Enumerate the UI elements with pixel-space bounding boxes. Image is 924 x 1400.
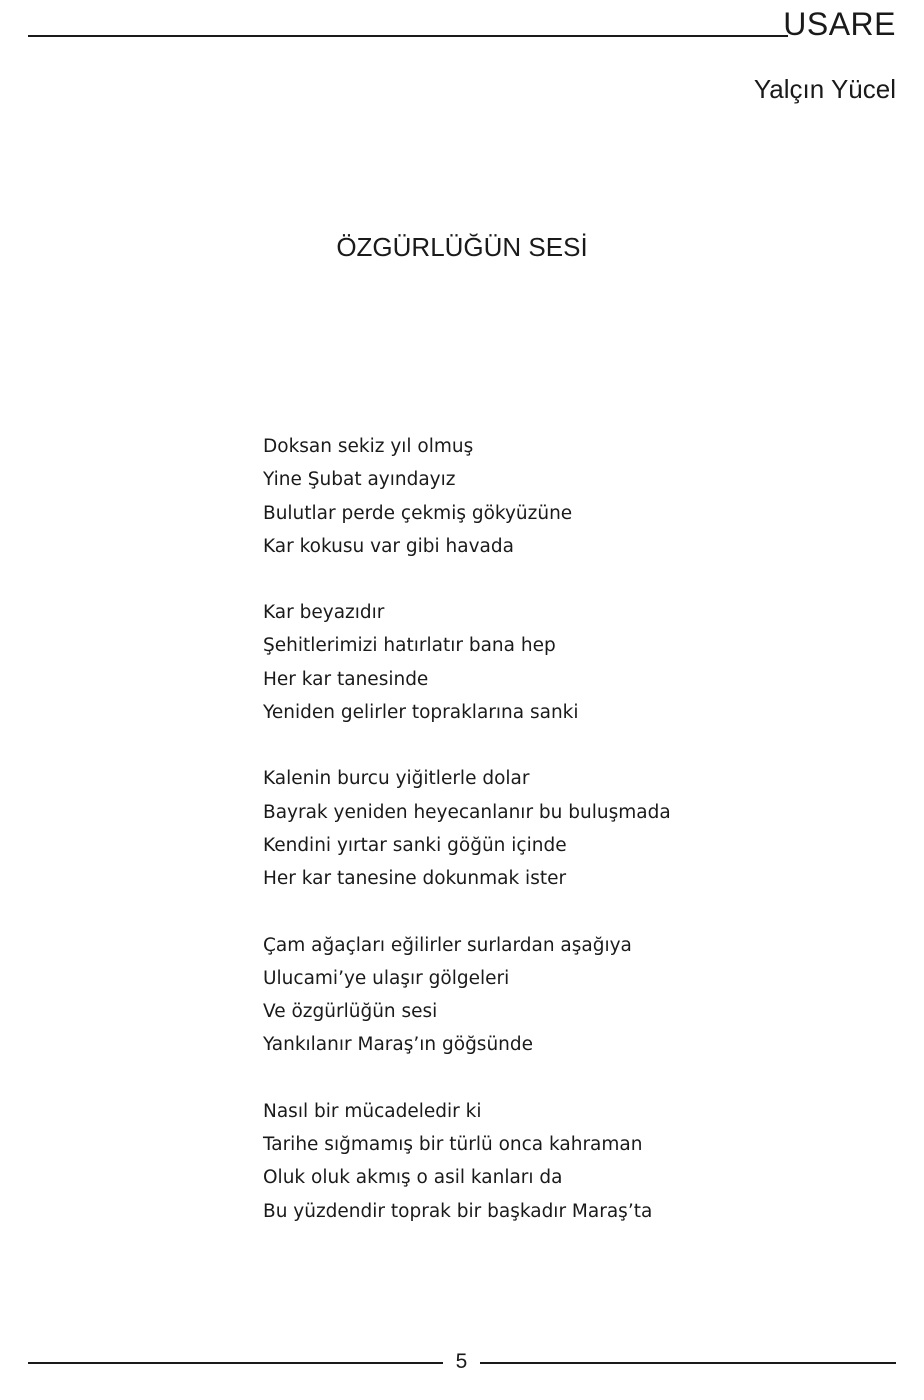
poem-line: Yine Şubat ayındayız [263, 469, 456, 491]
author-name: Yalçın Yücel [753, 74, 896, 104]
stanza-2 [263, 596, 883, 729]
stanza-1 [263, 430, 883, 563]
poem-line: Ulucami’ye ulaşır gölgeleri [263, 967, 510, 989]
poem-line: Bayrak yeniden heyecanlanır bu buluşmada [263, 801, 671, 823]
footer-rule-right [480, 1362, 896, 1364]
magazine-name: USARE [783, 6, 896, 42]
stanza-3 [263, 762, 883, 895]
poem-line: Bu yüzdendir toprak bir başkadır Maraş’ta [263, 1200, 653, 1222]
poem-line: Yankılanır Maraş’ın göğsünde [263, 1034, 534, 1056]
poem-line: Ve özgürlüğün sesi [263, 1001, 438, 1023]
poem-line: Şehitlerimizi hatırlatır bana hep [263, 635, 556, 657]
poem-line: Kar beyazıdır [263, 602, 385, 624]
poem-line: Oluk oluk akmış o asil kanları da [263, 1167, 563, 1189]
poem-line: Tarihe sığmamış bir türlü onca kahraman [263, 1134, 643, 1156]
poem-line: Çam ağaçları eğilirler surlardan aşağıya [263, 934, 632, 956]
header-rule [28, 35, 788, 37]
poem-line: Kendini yırtar sanki göğün içinde [263, 834, 567, 856]
poem-line: Yeniden gelirler topraklarına sanki [263, 702, 579, 724]
stanza-5 [263, 1095, 883, 1228]
poem-line: Her kar tanesinde [263, 668, 429, 690]
page-number: 5 [455, 1350, 468, 1373]
poem-line: Bulutlar perde çekmiş gökyüzüne [263, 502, 573, 524]
poem-line: Kalenin burcu yiğitlerle dolar [263, 768, 530, 790]
stanza-4 [263, 929, 883, 1062]
poem-line: Her kar tanesine dokunmak ister [263, 868, 567, 890]
poem-line: Kar kokusu var gibi havada [263, 535, 514, 557]
poem-title: ÖZGÜRLÜĞÜN SESİ [336, 232, 588, 262]
footer-rule-left [28, 1362, 443, 1364]
poem-line: Doksan sekiz yıl olmuş [263, 436, 474, 457]
poem-body [263, 430, 883, 1261]
poem-line: Nasıl bir mücadeledir ki [263, 1100, 482, 1122]
